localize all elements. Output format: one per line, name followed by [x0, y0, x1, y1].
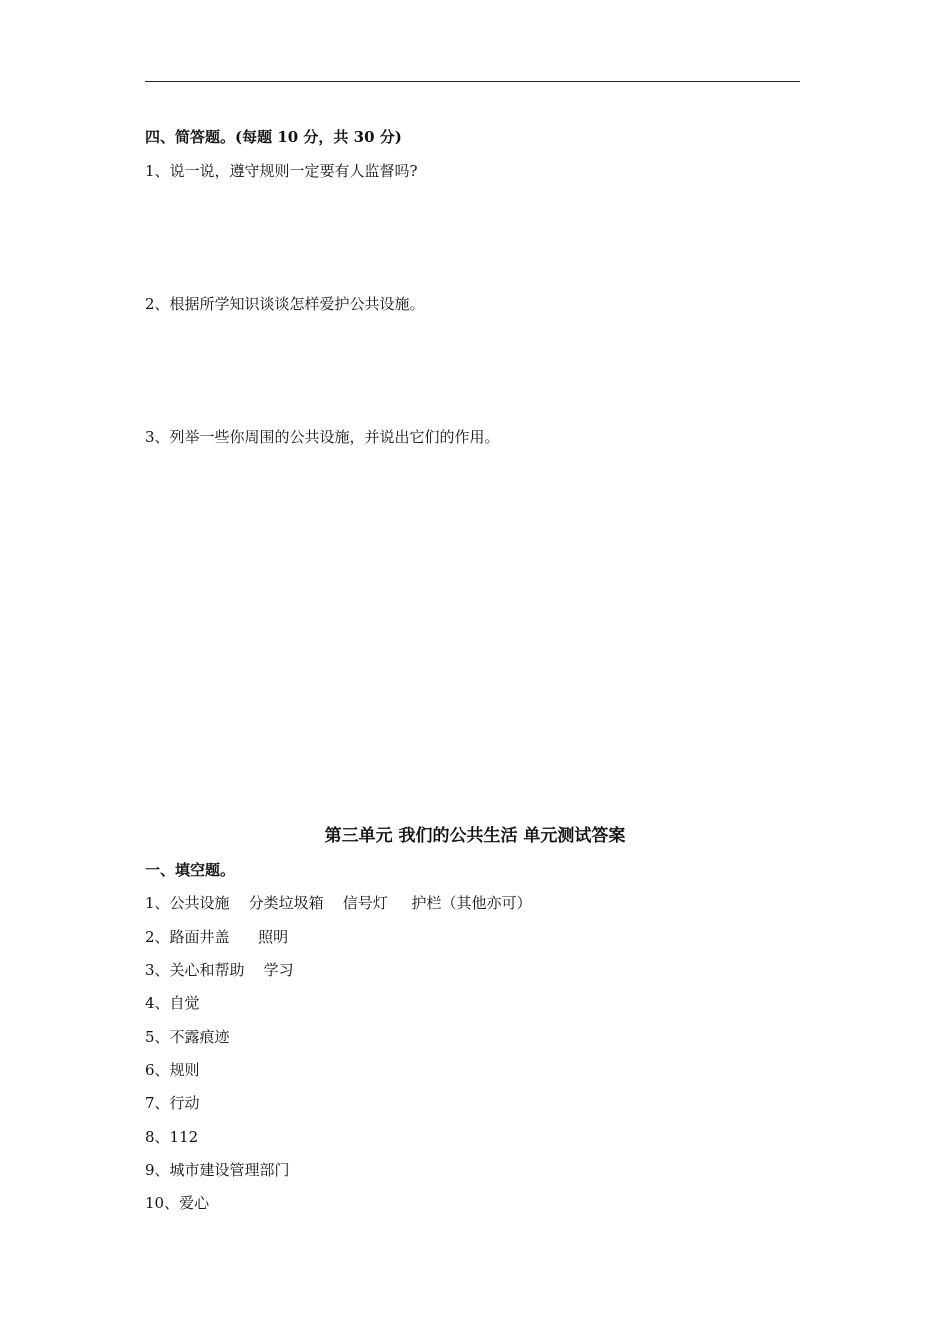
question-2: 2、根据所学知识谈谈怎样爱护公共设施。 — [145, 295, 425, 313]
answer-item-10: 10、爱心 — [145, 1194, 210, 1212]
answer-item-6: 6、规则 — [145, 1061, 200, 1079]
answer-item-4: 4、自觉 — [145, 994, 200, 1012]
answer-item-1: 1、公共设施 分类垃圾箱 信号灯 护栏（其他亦可） — [145, 894, 532, 912]
header-rule — [145, 81, 800, 82]
answer-item-7: 7、行动 — [145, 1094, 200, 1112]
question-1: 1、说一说，遵守规则一定要有人监督吗? — [145, 162, 418, 180]
answer-item-5: 5、不露痕迹 — [145, 1028, 230, 1046]
answer-item-8: 8、112 — [145, 1128, 199, 1146]
question-3: 3、列举一些你周围的公共设施，并说出它们的作用。 — [145, 428, 500, 446]
answer-key-title: 第三单元 我们的公共生活 单元测试答案 — [324, 826, 626, 846]
answer-item-2: 2、路面井盖 照明 — [145, 928, 289, 946]
answer-item-9: 9、城市建设管理部门 — [145, 1161, 290, 1179]
answer-item-3: 3、关心和帮助 学习 — [145, 961, 294, 979]
section-heading-short-answer: 四、简答题。(每题 10 分，共 30 分) — [145, 128, 402, 146]
answer-section-heading-fill-blank: 一、填空题。 — [145, 861, 236, 879]
